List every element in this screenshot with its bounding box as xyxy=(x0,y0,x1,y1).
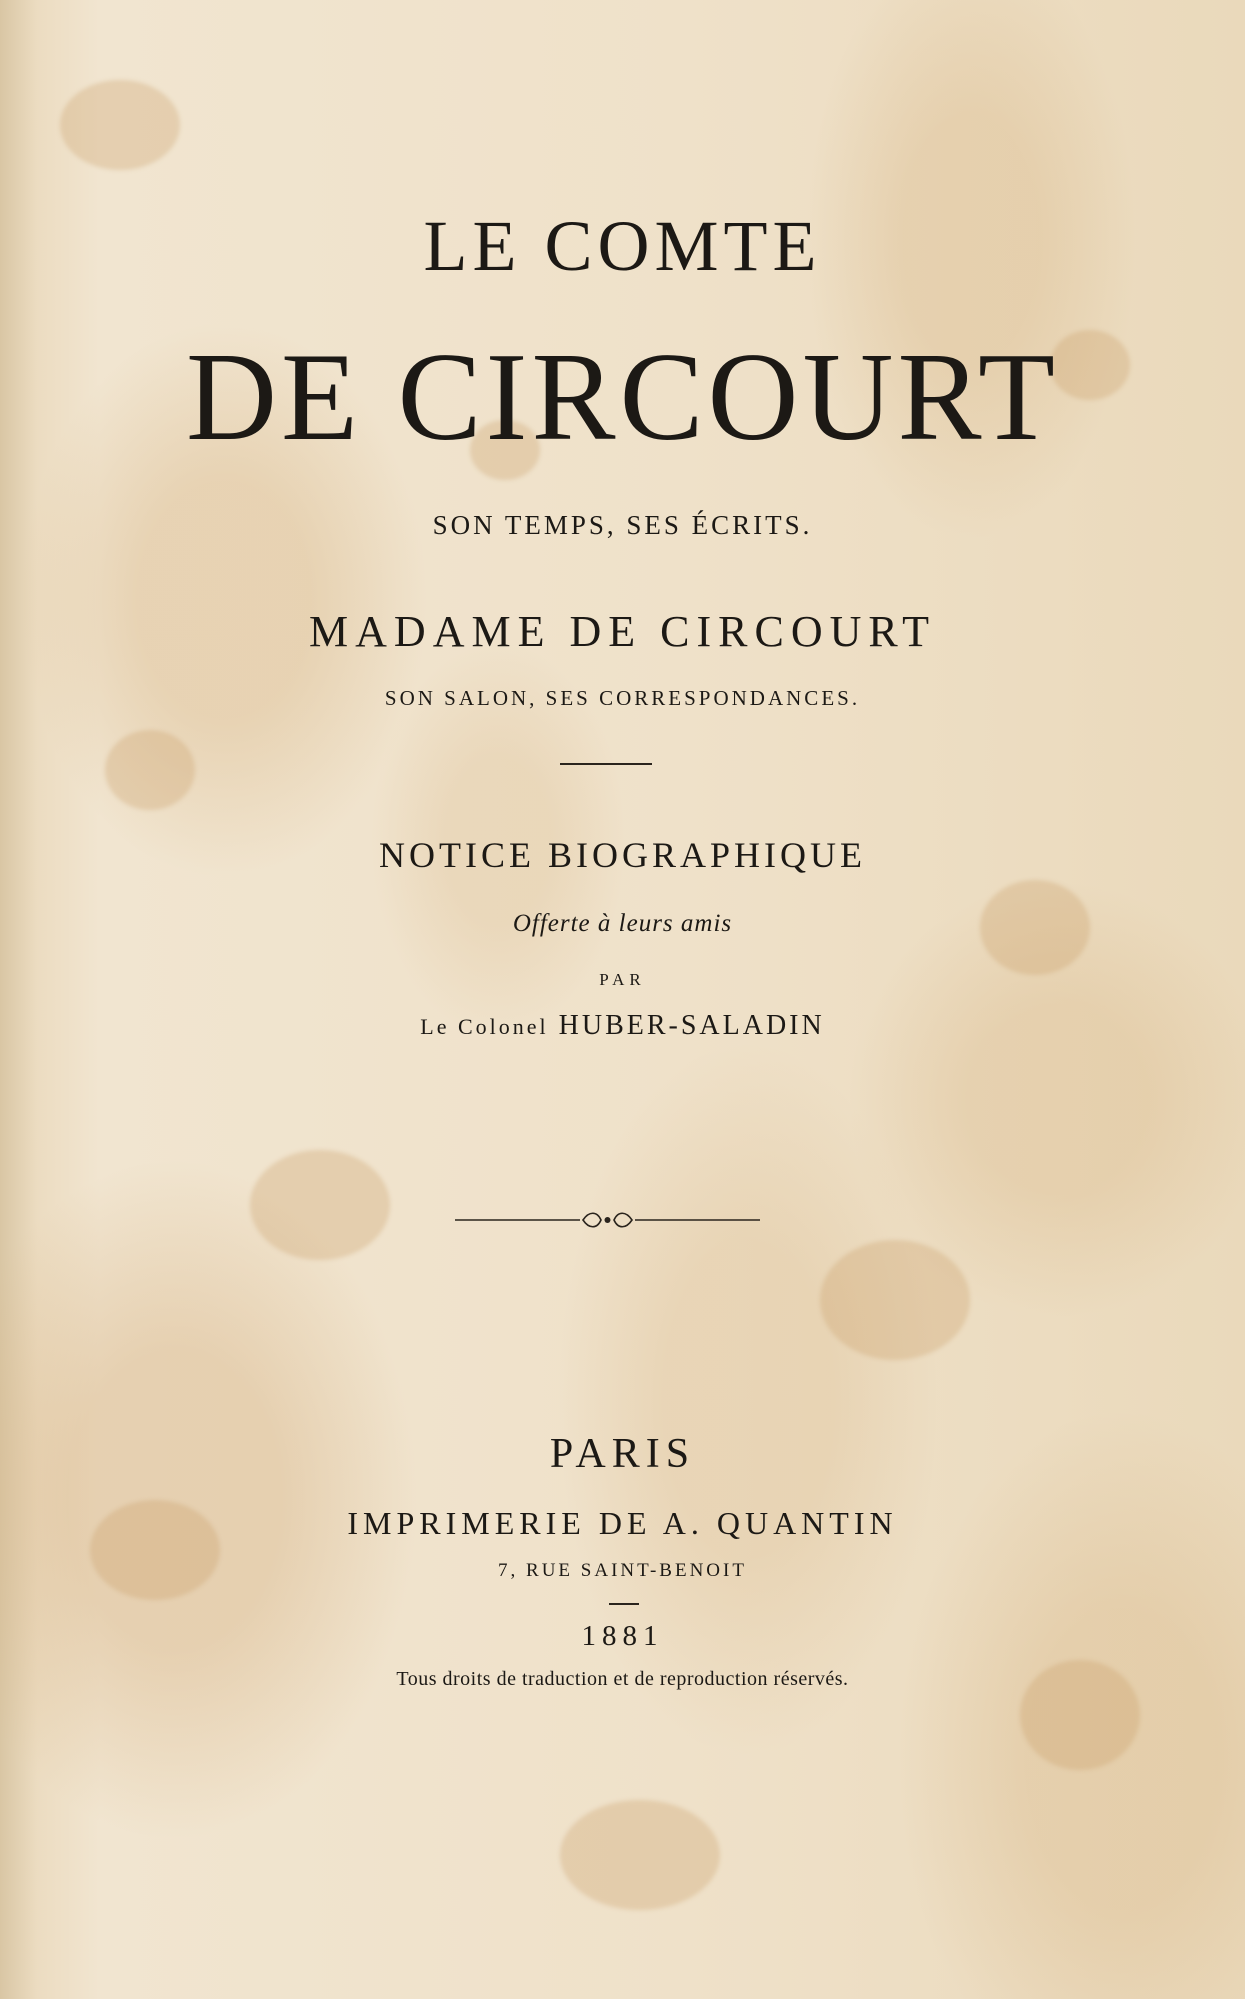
dedication-line: Offerte à leurs amis xyxy=(512,910,733,937)
ornamental-divider xyxy=(455,1205,760,1235)
foxing-spot xyxy=(820,1240,970,1360)
by-line: PAR xyxy=(599,970,646,989)
imprint-printer: IMPRIMERIE DE A. QUANTIN xyxy=(347,1505,898,1541)
imprint-year: 1881 xyxy=(581,1620,664,1652)
short-rule xyxy=(609,1603,639,1605)
foxing-spot xyxy=(250,1150,390,1260)
title-line-1: LE COMTE xyxy=(423,206,822,286)
imprint-city: PARIS xyxy=(549,1431,696,1477)
imprint-address: 7, RUE SAINT-BENOIT xyxy=(498,1560,747,1581)
foxing-spot xyxy=(60,80,180,170)
author-name: HUBER-SALADIN xyxy=(558,1010,825,1041)
author-line xyxy=(0,1010,1245,1042)
second-subject-name: MADAME DE CIRCOURT xyxy=(309,607,936,656)
foxing-spot xyxy=(560,1800,720,1910)
rights-notice: Tous droits de traduction et de reproduction réservés. xyxy=(396,1668,849,1690)
foxing-spot xyxy=(105,730,195,810)
subtitle-1: SON TEMPS, SES ÉCRITS. xyxy=(432,510,813,540)
author-rank: Le Colonel xyxy=(420,1014,549,1039)
subtitle-2: SON SALON, SES CORRESPONDANCES. xyxy=(384,686,861,710)
notice-heading: NOTICE BIOGRAPHIQUE xyxy=(379,835,866,875)
title-line-2: DE CIRCOURT xyxy=(186,328,1059,467)
short-rule xyxy=(560,763,652,765)
